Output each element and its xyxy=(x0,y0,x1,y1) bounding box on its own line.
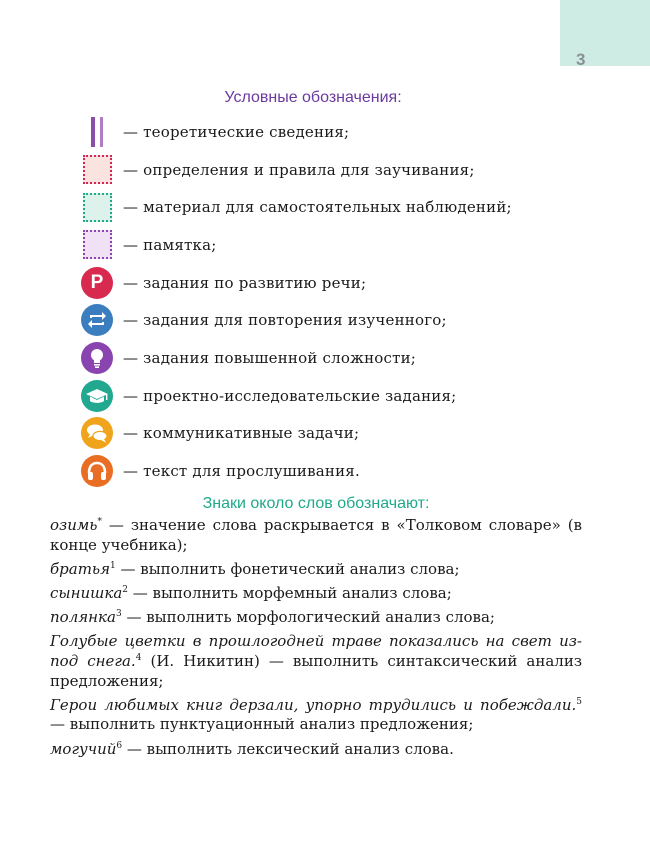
page-number: 3 xyxy=(576,50,586,69)
sign-description: — выполнить лексический анализ слова. xyxy=(122,739,454,758)
legend-item-label: — памятка; xyxy=(123,235,217,254)
sign-item xyxy=(50,584,582,604)
sign-mark: 2 xyxy=(122,584,129,595)
legend-item-label: — задания по развитию речи; xyxy=(123,273,367,292)
legend-title: Условные обозначения: xyxy=(224,89,402,106)
violet-dotted-box-icon xyxy=(83,230,112,259)
page-corner-tab xyxy=(560,0,650,66)
sign-description: — значение слова раскрывается в «Толковом словаре» (в конце учебника); xyxy=(50,516,582,554)
legend-item-advanced xyxy=(80,339,600,377)
legend-item-repeat xyxy=(80,301,600,339)
headphones-icon xyxy=(81,455,113,487)
legend-item-theory xyxy=(80,113,600,151)
legend-list xyxy=(80,113,600,490)
sign-mark: 6 xyxy=(116,740,123,751)
pink-dotted-box-icon xyxy=(83,155,112,184)
sign-word: полянка xyxy=(50,608,116,627)
signs-title: Знаки около слов обозначают: xyxy=(202,495,430,512)
legend-item-label: — проектно-исследовательские задания; xyxy=(123,386,457,405)
sign-mark: 3 xyxy=(115,609,122,620)
legend-item-label: — определения и правила для заучивания; xyxy=(123,160,475,179)
sign-item xyxy=(50,740,582,760)
sign-word: братья xyxy=(50,559,111,578)
sign-description: — выполнить пунктуационный анализ предложения; xyxy=(50,715,474,734)
legend-item-label: — задания повышенной сложности; xyxy=(123,348,417,367)
sign-mark: 4 xyxy=(135,652,142,663)
sign-item xyxy=(50,696,582,735)
legend-item-listening xyxy=(80,452,600,490)
sign-word: Герои любимых книг дерзали, упорно трудились и побеждали. xyxy=(50,695,577,714)
speech-development-icon: Р xyxy=(81,267,113,299)
speech-bubbles-icon xyxy=(81,417,113,449)
green-dotted-box-icon xyxy=(83,193,112,222)
sign-description: — выполнить морфологический анализ слова; xyxy=(121,608,495,627)
legend-item-label: — теоретические сведения; xyxy=(123,122,350,141)
legend-item-observations xyxy=(80,188,600,226)
sign-item xyxy=(50,516,582,555)
sign-item xyxy=(50,608,582,628)
legend-item-project xyxy=(80,377,600,415)
legend-item-label: — материал для самостоятельных наблюдений; xyxy=(123,198,512,217)
sign-mark: 5 xyxy=(576,696,582,707)
sign-item xyxy=(50,632,582,691)
sign-mark: 1 xyxy=(110,560,116,571)
sign-word: озимь xyxy=(50,516,98,534)
legend-item-memo xyxy=(80,226,600,264)
sign-word: Голубые цветки в прошлогодней траве показались на свет из-под снега. xyxy=(50,632,582,670)
sign-description: — выполнить фонетический анализ слова; xyxy=(115,559,460,578)
legend-item-communicative xyxy=(80,415,600,453)
theory-bars-icon xyxy=(91,117,103,147)
sign-item xyxy=(50,560,582,580)
graduation-cap-icon xyxy=(81,380,113,412)
legend-item-label: — задания для повторения изученного; xyxy=(123,311,447,330)
sign-word: могучий xyxy=(50,739,117,758)
legend-item-label: — текст для прослушивания. xyxy=(123,462,360,481)
legend-item-label: — коммуникативные задачи; xyxy=(123,424,360,443)
lightbulb-icon xyxy=(81,342,113,374)
repeat-icon xyxy=(81,304,113,336)
sign-word: сынишка xyxy=(50,583,123,602)
sign-mark: * xyxy=(97,517,102,527)
sign-description: (И. Никитин) — выполнить синтаксический анализ предложения; xyxy=(50,651,582,690)
legend-item-definitions xyxy=(80,151,600,189)
signs-list xyxy=(50,516,582,764)
legend-item-speech xyxy=(80,264,600,302)
sign-description: — выполнить морфемный анализ слова; xyxy=(128,583,452,602)
